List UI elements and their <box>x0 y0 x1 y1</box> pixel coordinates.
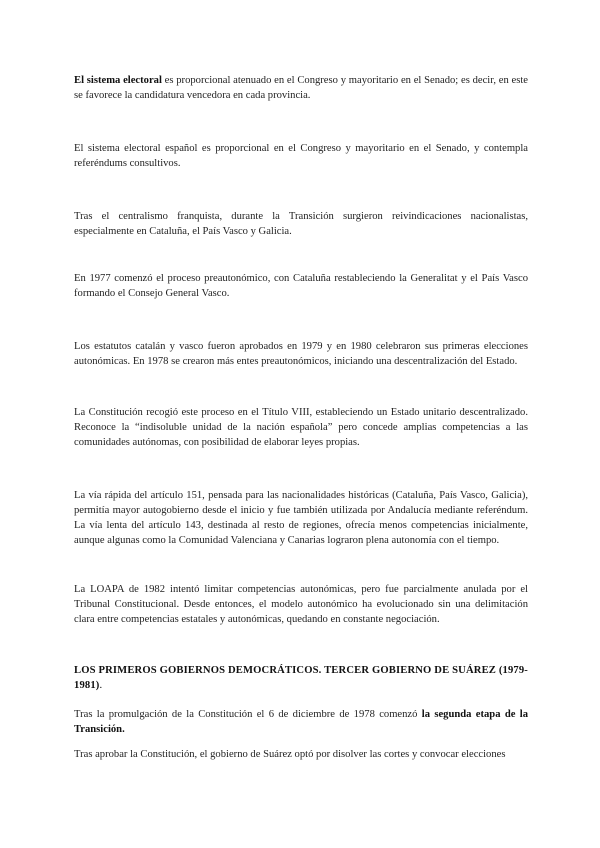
section-heading-text: LOS PRIMEROS GOBIERNOS DEMOCRÁTICOS. TERCER GOBIERNO DE SUÁREZ (1979-1981) <box>74 665 528 691</box>
paragraph-centralism: Tras el centralismo franquista, durante la Transición surgieron reivindicaciones nacionalistas, especialmente en Cataluña, el País Vasco y Galicia. <box>74 211 528 237</box>
paragraph-constitution-title-viii: La Constitución recogió este proceso en el Título VIII, estableciendo un Estado unitario descentralizado. Reconoce la “indisoluble unidad de la nación española” pero concede amplias competencias a las comunidades autónomas, con posibilidad de elaborar leyes propias. <box>74 407 528 448</box>
bold-phrase: la segunda etapa de la Transición. <box>74 709 528 735</box>
paragraph-fast-slow-track: La vía rápida del artículo 151, pensada para las nacionalidades históricas (Cataluña, País Vasco, Galicia), permitía mayor autogobierno desde el inicio y fue también utilizada por Andalucía mediante referéndum. La vía lenta del artículo 143, destinada al resto de regiones, ofrecía menos competencias inicialmente, aunque algunas como la Comunidad Valenciana y Canarias lograron plena autonomía con el tiempo. <box>74 490 528 546</box>
paragraph-preautonomic-process: En 1977 comenzó el proceso preautonómico, con Cataluña restableciendo la Generalitat y el País Vasco formando el Consejo General Vasco. <box>74 273 528 299</box>
section-heading <box>74 663 528 693</box>
paragraph-text: es proporcional atenuado en el Congreso y mayoritario en el Senado; es decir, en este se favorece la candidatura vencedora en cada provincia. <box>74 75 528 101</box>
paragraph-dissolve-cortes: Tras aprobar la Constitución, el gobierno de Suárez optó por disolver las cortes y convocar elecciones <box>74 749 506 760</box>
paragraph-second-stage <box>74 707 528 737</box>
bold-term: El sistema electoral <box>74 75 162 86</box>
paragraph-text: Tras la promulgación de la Constitución el 6 de diciembre de 1978 comenzó <box>74 709 422 720</box>
paragraph-electoral-system-2: El sistema electoral español es proporcional en el Congreso y mayoritario en el Senado, y contempla referéndums consultivos. <box>74 143 528 169</box>
paragraph-statutes: Los estatutos catalán y vasco fueron aprobados en 1979 y en 1980 celebraron sus primeras elecciones autonómicas. En 1978 se crearon más entes preautonómicos, iniciando una descentralización del Estado. <box>74 341 528 367</box>
paragraph-loapa: La LOAPA de 1982 intentó limitar competencias autonómicas, pero fue parcialmente anulada por el Tribunal Constitucional. Desde entonces, el modelo autonómico ha evolucionado sin una delimitación clara entre competencias estatales y autonómicas, quedando en constante negociación. <box>74 584 528 625</box>
paragraph-electoral-system-1 <box>74 73 528 103</box>
section-heading-period: . <box>99 680 103 691</box>
